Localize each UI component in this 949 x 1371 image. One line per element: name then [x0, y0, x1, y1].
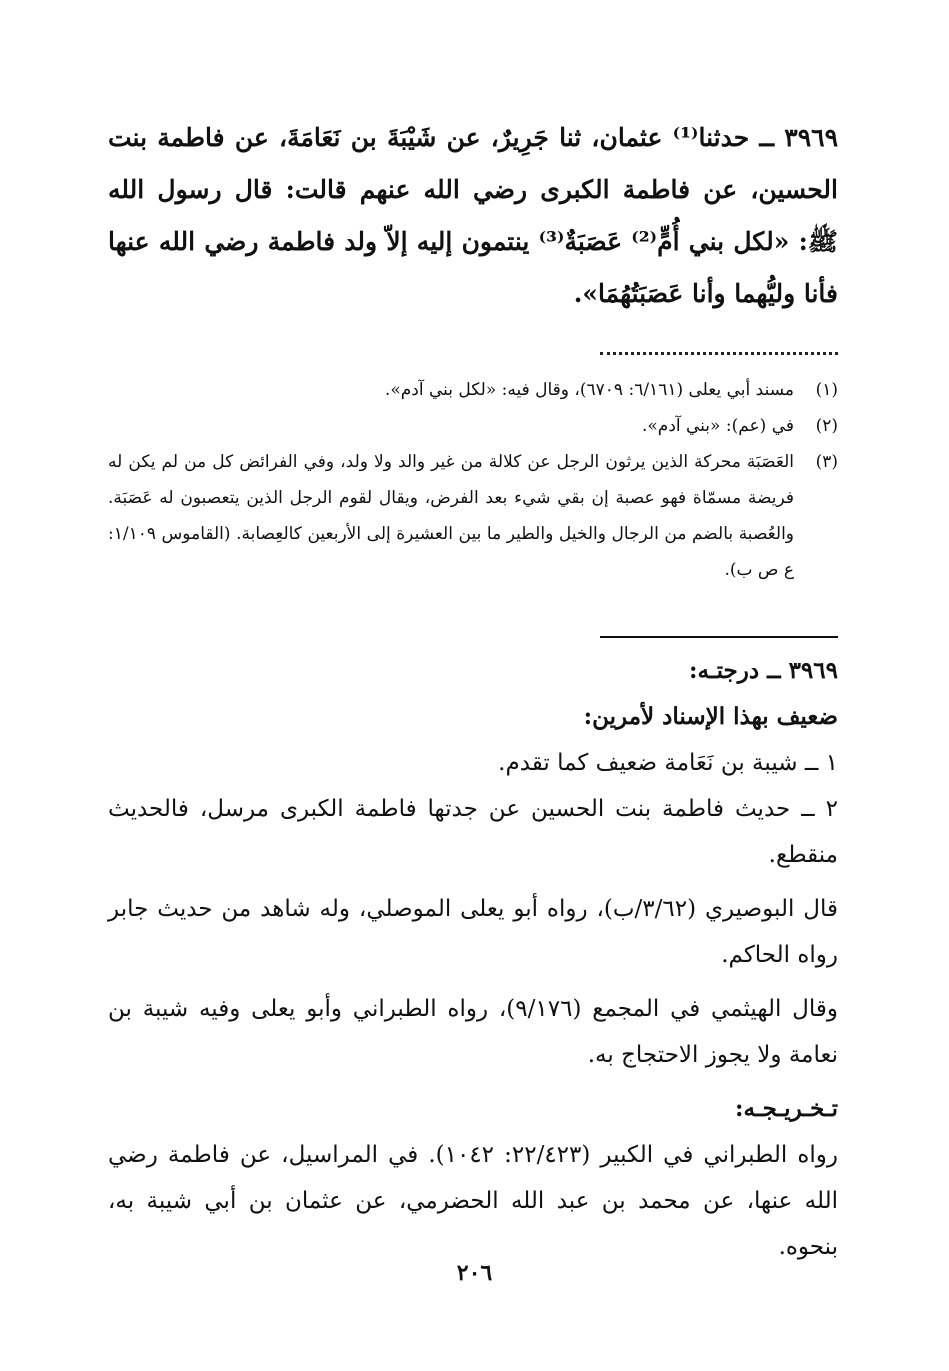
grading-heading: ٣٩٦٩ ــ درجتـه: — [689, 657, 838, 684]
footnote-text: مسند أبي يعلى (٦/١٦١: ٦٧٠٩)، وقال فيه: «لكل بني آدم». — [384, 380, 794, 400]
hadith-text: ــ حدثنا⁽¹⁾ عثمان، ثنا جَرِيرٌ، عن شَيْبَةَ بن نَعَامَةَ، عن فاطمة بنت الحسين، عن فاطمة الكبرى رضي الله عنهم قالت: قال رسول الله ﷺ: «لكل بني أُمٍّ⁽²⁾ عَصَبَةٌ⁽³⁾ ينتمون إليه إلاّ ولد فاطمة رضي الله عنها فأنا وليُّهما وأنا عَصَبَتُهُمَا». — [108, 123, 839, 308]
footnote-item — [108, 444, 838, 588]
grading-subheading: ضعيف بهذا الإسناد لأمرين: — [583, 703, 838, 730]
page-number: ٢٠٦ — [456, 1260, 493, 1286]
footnote-text: في (عم): «بني آدم». — [641, 416, 794, 436]
footnote-item — [108, 408, 838, 444]
hadith-block — [108, 112, 838, 320]
footnote-item — [108, 372, 838, 408]
section-rule — [600, 636, 838, 638]
grading-reason-1: ١ ــ شيبة بن نَعَامة ضعيف كما تقدم. — [498, 750, 838, 776]
footnote-separator — [600, 352, 838, 355]
grading-reason-2: ٢ ــ حديث فاطمة بنت الحسين عن جدتها فاطمة الكبرى مرسل، فالحديث منقطع. — [108, 796, 838, 868]
footnote-number: (٢) — [815, 416, 838, 436]
busiri-paragraph: قال البوصيري (٣/٦٢/ب)، رواه أبو يعلى الموصلي، وله شاهد من حديث جابر رواه الحاكم. — [108, 896, 838, 968]
takhrij-text: رواه الطبراني في الكبير (٢٢/٤٢٣: ١٠٤٢). في المراسيل، عن فاطمة رضي الله عنها، عن محمد بن عبد الله الحضرمي، عن عثمان بن أبي شيبة به، بنحوه. — [108, 1142, 838, 1260]
footnote-number: (٣) — [815, 452, 838, 472]
footnotes — [108, 372, 838, 588]
takhrij-heading: تـخـريـجـه: — [735, 1095, 838, 1122]
footnote-number: (١) — [815, 380, 838, 400]
hadith-number: ٣٩٦٩ — [784, 123, 838, 152]
haythami-paragraph: وقال الهيثمي في المجمع (٩/١٧٦)، رواه الطبراني وأبو يعلى وفيه شيبة بن نعامة ولا يجوز الاحتجاج به. — [108, 996, 838, 1068]
footnote-text: العَصَبَة محركة الذين يرثون الرجل عن كلالة من غير والد ولا ولد، وفي الفرائض كل من لم يكن له فريضة مسمّاة فهو عصبة إن بقي شيء بعد الفرض، ويقال لقوم الرجل الذين يتعصبون له عَصَبَة. والعُصبة بالضم من الرجال والخيل والطير ما بين العشيرة إلى الأربعين كالعِصابة. (القاموس ١/١٠٩: ع ص ب). — [108, 452, 794, 580]
grading-section — [108, 648, 838, 1270]
